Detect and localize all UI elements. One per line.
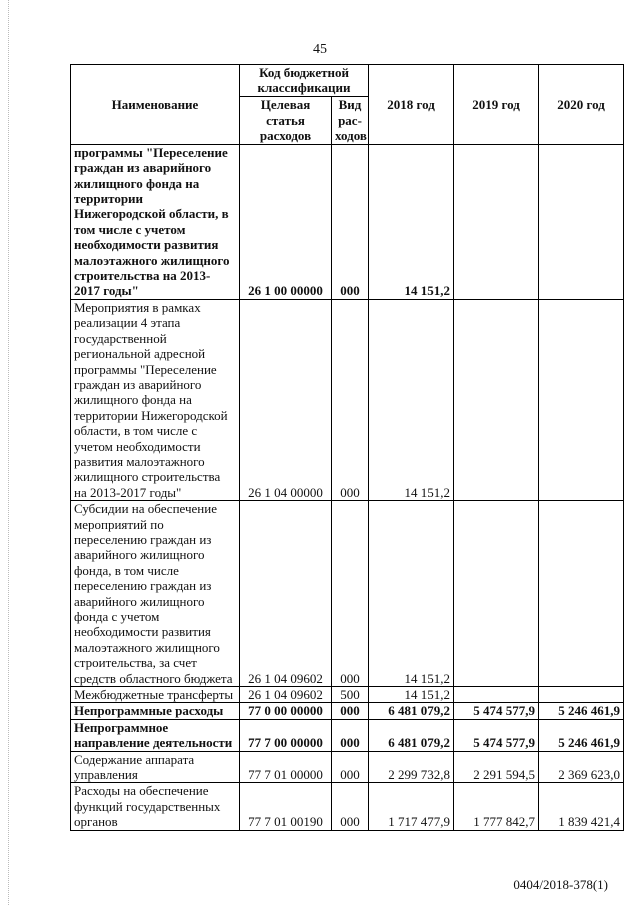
row-target-article: 77 7 01 00190 bbox=[240, 783, 332, 830]
row-expense-type: 500 bbox=[332, 687, 369, 703]
row-value-2020: 2 369 623,0 bbox=[539, 751, 624, 783]
row-value-2020 bbox=[539, 687, 624, 703]
row-value-2019: 5 474 577,9 bbox=[454, 703, 539, 719]
row-value-2019: 2 291 594,5 bbox=[454, 751, 539, 783]
row-name: Содержание аппарата управления bbox=[71, 751, 240, 783]
row-value-2020: 5 246 461,9 bbox=[539, 719, 624, 751]
row-target-article: 77 7 00 00000 bbox=[240, 719, 332, 751]
header-2019: 2019 год bbox=[454, 65, 539, 145]
row-value-2018: 14 151,2 bbox=[369, 687, 454, 703]
row-value-2020: 5 246 461,9 bbox=[539, 703, 624, 719]
table-row bbox=[71, 783, 624, 830]
table-row bbox=[71, 703, 624, 719]
header-name: Наименование bbox=[71, 65, 240, 145]
row-value-2019 bbox=[454, 687, 539, 703]
row-target-article: 26 1 04 00000 bbox=[240, 299, 332, 500]
table-body bbox=[71, 144, 624, 830]
header-expense-type: Вид рас-ходов bbox=[332, 96, 369, 144]
row-expense-type: 000 bbox=[332, 719, 369, 751]
row-expense-type: 000 bbox=[332, 501, 369, 687]
table-row bbox=[71, 144, 624, 299]
page-number: 45 bbox=[313, 42, 327, 57]
row-value-2020: 1 839 421,4 bbox=[539, 783, 624, 830]
row-target-article: 26 1 00 00000 bbox=[240, 144, 332, 299]
header-code-group: Код бюджетной классификации bbox=[240, 65, 369, 97]
row-name: Субсидии на обеспечение мероприятий по переселению граждан из аварийного жилищного фонда, в том числе переселению граждан из аварийного жилищного фонда с учетом необходимости развития малоэтажного жилищного строительства, за счет средств областного бюджета bbox=[71, 501, 240, 687]
row-name: программы "Переселение граждан из аварийного жилищного фонда на территории Нижегородской области, в том числе с учетом необходимости развития малоэтажного жилищного строительства на 2013-2017 годы" bbox=[71, 144, 240, 299]
row-value-2019 bbox=[454, 299, 539, 500]
row-value-2018: 1 717 477,9 bbox=[369, 783, 454, 830]
document-code: 0404/2018-378(1) bbox=[513, 877, 608, 892]
header-2020: 2020 год bbox=[539, 65, 624, 145]
row-value-2018: 14 151,2 bbox=[369, 299, 454, 500]
row-value-2018: 2 299 732,8 bbox=[369, 751, 454, 783]
row-value-2019 bbox=[454, 501, 539, 687]
row-expense-type: 000 bbox=[332, 783, 369, 830]
budget-table bbox=[70, 64, 624, 831]
row-value-2020 bbox=[539, 299, 624, 500]
row-name: Межбюджетные трансферты bbox=[71, 687, 240, 703]
row-name: Непрограммное направление деятельности bbox=[71, 719, 240, 751]
row-expense-type: 000 bbox=[332, 299, 369, 500]
row-value-2018: 14 151,2 bbox=[369, 144, 454, 299]
row-value-2019 bbox=[454, 144, 539, 299]
row-expense-type: 000 bbox=[332, 144, 369, 299]
row-name: Расходы на обеспечение функций государственных органов bbox=[71, 783, 240, 830]
row-value-2018: 6 481 079,2 bbox=[369, 703, 454, 719]
row-name: Непрограммные расходы bbox=[71, 703, 240, 719]
row-value-2020 bbox=[539, 144, 624, 299]
header-target-article: Целевая статья расходов bbox=[240, 96, 332, 144]
row-expense-type: 000 bbox=[332, 751, 369, 783]
row-expense-type: 000 bbox=[332, 703, 369, 719]
row-target-article: 26 1 04 09602 bbox=[240, 687, 332, 703]
row-value-2019: 5 474 577,9 bbox=[454, 719, 539, 751]
header-2018: 2018 год bbox=[369, 65, 454, 145]
row-value-2020 bbox=[539, 501, 624, 687]
table-row bbox=[71, 501, 624, 687]
row-value-2018: 14 151,2 bbox=[369, 501, 454, 687]
row-target-article: 26 1 04 09602 bbox=[240, 501, 332, 687]
table-row bbox=[71, 751, 624, 783]
row-target-article: 77 0 00 00000 bbox=[240, 703, 332, 719]
scan-edge-line bbox=[8, 0, 10, 905]
row-value-2018: 6 481 079,2 bbox=[369, 719, 454, 751]
table-row bbox=[71, 299, 624, 500]
table-row bbox=[71, 719, 624, 751]
table-row bbox=[71, 687, 624, 703]
row-value-2019: 1 777 842,7 bbox=[454, 783, 539, 830]
row-target-article: 77 7 01 00000 bbox=[240, 751, 332, 783]
row-name: Мероприятия в рамках реализации 4 этапа государственной региональной адресной программы "Переселение граждан из аварийного жилищного фонда на территории Нижегородской области, в том числе с учетом необходимости развития малоэтажного жилищного строительства на 2013-2017 годы" bbox=[71, 299, 240, 500]
